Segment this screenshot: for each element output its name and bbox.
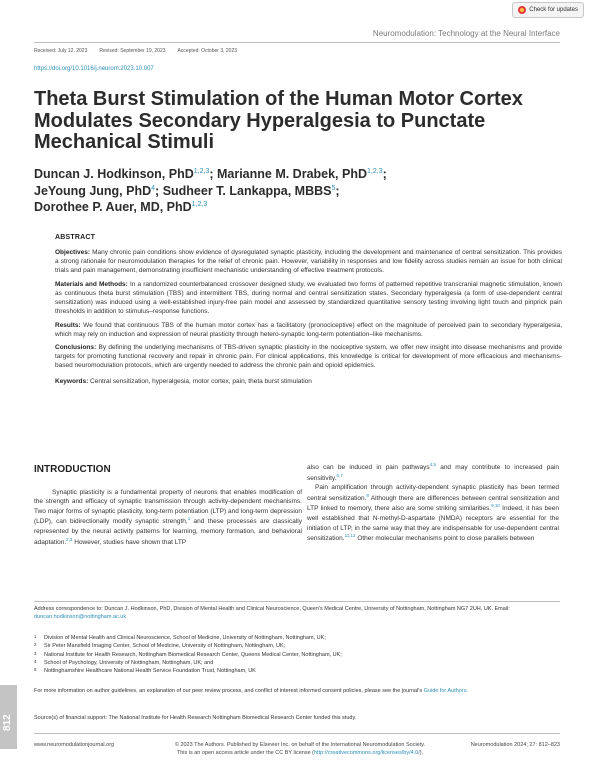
citation-ref[interactable]: 2,3	[66, 536, 73, 542]
abstract-results	[55, 321, 562, 339]
correspondence-text: Address correspondence to: Duncan J. Hodkinson, PhD, Division of Mental Health and Clinical Neuroscience, Queen's Medical Centre, University of Nottingham, Nottingham NG7 2UH, UK. Email:	[34, 606, 510, 612]
intro-text: also can be induced in pain pathways	[307, 464, 430, 472]
license-text: © 2023 The Authors. Published by Elsevier Inc. on behalf of the International Neuromodulation Society. This is an open access article under the CC BY license (	[174, 742, 426, 756]
page-number-tab	[0, 685, 17, 749]
abstract-objectives	[55, 248, 562, 276]
methods-label: Materials and Methods:	[55, 280, 128, 288]
author-affil-ref[interactable]: 1,2,3	[367, 167, 383, 175]
citation-ref[interactable]: 9,10	[491, 503, 500, 509]
intro-text: Indeed, it has been well established that N-methyl-D-aspartate (NMDA) receptors are essential for the initiation of LTP, in the same way that they are indispensable for use-dependent central sensitization.	[307, 505, 559, 543]
affiliation-text: School of Psychology, University of Nottingham, Nottingham, UK; and	[44, 659, 214, 666]
correspondence-note	[34, 606, 562, 622]
affiliation-number: 2	[34, 642, 37, 648]
affiliation-text: National Institute for Health Research, Nottingham Biomedical Research Center, Queens Medical Center, Nottingham, UK;	[44, 651, 342, 658]
intro-text: Synaptic plasticity is a fundamental property of neurons that enables modification of the strength and efficacy of synaptic transmission through activity-dependent mechanisms. Two major forms of synaptic plasticity, long-term potentiation (LTP) and long-term depression (LDP), can bidirectionally modify synaptic strength,	[34, 489, 302, 526]
intro-text: and may contribute to increased pain sensitivity.	[307, 464, 559, 482]
citation-info: Neuromodulation 2024; 27: 812–823	[470, 742, 560, 748]
intro-column-left	[34, 488, 302, 547]
intro-paragraph	[307, 483, 559, 543]
intro-text: However, studies have shown that LTP	[72, 538, 187, 546]
accepted-date: Accepted: October 3, 2023	[177, 48, 238, 54]
affiliation-item	[34, 651, 562, 659]
article-title: Theta Burst Stimulation of the Human Motor Cortex Modulates Secondary Hyperalgesia to Punctate Mechanical Stimuli	[34, 88, 523, 154]
header-divider	[34, 42, 560, 43]
affiliation-item	[34, 642, 562, 650]
citation-ref[interactable]: 11,12	[344, 533, 356, 539]
intro-text: and these processes are classically represented by the neural activity patterns for learning, memory formation, and behavioral adaptation.	[34, 518, 302, 546]
journal-name: Neuromodulation: Technology at the Neural Interface	[372, 29, 560, 38]
citation-ref[interactable]: 4,5	[429, 462, 436, 467]
author-name: JeYoung Jung, PhD	[34, 183, 152, 198]
author-info-note	[34, 688, 562, 696]
intro-text: Pain amplification through activity-dependent synaptic plasticity has been termed central sensitization.	[307, 484, 559, 502]
objectives-text: Many chronic pain conditions show evidence of dysregulated synaptic plasticity, including the development and maintenance of central sensitization. This provides a strong rationale for neuromodulation therapies for the relief of chronic pain. However, variability in responses and low fidelity across studies remain an issue for both clinical trials and pain management, demonstrating insufficient mechanistic understanding of effective treatment protocols.	[55, 249, 563, 275]
citation-ref[interactable]: 6,7	[336, 472, 343, 478]
funding-source: Source(s) of financial support: The National Institute for Health Research Nottingham Biomedical Research Center funded this study.	[34, 715, 357, 721]
affiliation-item	[34, 659, 562, 667]
author-name: Marianne M. Drabek, PhD	[216, 167, 368, 181]
abstract-section	[55, 234, 562, 390]
check-for-updates-badge[interactable]	[512, 2, 584, 18]
correspondence-email-link[interactable]: duncan.hodkinson@nottingham.ac.uk	[34, 613, 127, 620]
affiliation-item	[34, 667, 562, 675]
abstract-methods	[55, 280, 562, 317]
journal-website-link[interactable]: www.neuromodulationjournal.org	[34, 742, 115, 748]
conclusions-label: Conclusions:	[55, 343, 97, 351]
intro-paragraph	[307, 462, 559, 483]
author-name: Duncan J. Hodkinson, PhD	[34, 167, 194, 181]
keywords-label: Keywords:	[55, 377, 89, 385]
objectives-label: Objectives:	[55, 249, 91, 256]
footer-divider	[34, 733, 560, 734]
affiliation-number: 1	[34, 634, 37, 639]
citation-ref[interactable]: 1	[187, 516, 191, 522]
updates-icon	[518, 6, 526, 14]
introduction-heading: INTRODUCTION	[34, 464, 111, 475]
methods-text: In a randomized counterbalanced crossover designed study, we evaluated two forms of patterned repetitive transcranial magnetic stimulation, known as continuous theta burst stimulation (TBS) and intermittent TBS, during normal and central sensitization states. Secondary hyperalgesia (a form of use-dependent central sensitization) was induced using a well-established injury-free pain model and assessed by standardized quantitative sensory testing involving light touch and pinprick pain thresholds in addition to stimulus–response functions.	[55, 280, 562, 316]
conclusions-text: By defining the underlying mechanisms of TBS-driven synaptic plasticity in the nociceptive system, we offer new insight into disease mechanisms and provide targets for promoting functional recovery and repair in chronic pain. For clinical applications, this knowledge is critical for development of more efficacious and mechanisms-based neuromodulation protocols, which are urgently needed to address the chronic pain and opioid epidemics.	[55, 343, 562, 370]
intro-column-right	[307, 462, 559, 544]
keywords-text: Central sensitization, hyperalgesia, motor cortex, pain, theta burst stimulation	[90, 377, 312, 385]
affiliation-text: Nottinghamshire Healthcare National Health Service Foundation Trust, Nottingham, UK	[44, 668, 256, 674]
revised-date: Revised: September 19, 2023	[99, 48, 166, 54]
author-affil-ref[interactable]: 5	[331, 184, 336, 192]
affiliation-text: Sir Peter Mansfield Imaging Center, School of Medicine, University of Nottingham, Nottingham, UK;	[44, 643, 286, 650]
doi-link[interactable]: https://doi.org/10.1016/j.neurom.2023.10.007	[34, 66, 154, 72]
author-info-text: For more information on author guidelines, an explanation of our peer review process, and conflict of interest informed consent policies, please see the journal's	[34, 688, 423, 694]
check-for-updates-label: Check for updates	[529, 7, 578, 13]
results-text: We found that continuous TBS of the human motor cortex has a facilitatory (pronociceptive) effect on the magnitude of perceived pain to secondary hyperalgesia, which may rely on induction and expression of neural plasticity through hetero-synaptic long-term potentiation–like mechanisms.	[55, 321, 563, 338]
license-link[interactable]: http://creativecommons.org/licenses/by/4.0/	[314, 749, 420, 756]
abstract-heading: ABSTRACT	[55, 234, 96, 241]
author-affil-ref[interactable]: 1,2,3	[191, 201, 208, 209]
license-notice	[170, 742, 430, 758]
intro-text: Although there are differences between central sensitization and LTP linked to memory, there also are some striking similarities.	[307, 494, 560, 513]
affiliations-list	[34, 634, 562, 675]
author-name: Dorothee P. Auer, MD, PhD	[34, 200, 192, 215]
author-list: Duncan J. Hodkinson, PhD$^{1,2,3}$; Marianne M. Drabek, PhD$^{1,2,3}$; JeYoung Jung, PhD$^4$; Sudheer T. Lankappa, MBBS$^5$; Dorothee P. Auer, MD, PhD$^{1,2,3}$	[34, 167, 387, 215]
intro-text: Other molecular mechanisms point to close parallels between	[355, 535, 535, 543]
citation-ref[interactable]: 8	[366, 492, 369, 498]
received-date: Received: July 12, 2023	[34, 48, 88, 54]
affiliation-number: 5	[34, 667, 37, 672]
footnote-divider	[34, 601, 560, 602]
license-text-end: ).	[419, 749, 424, 756]
affiliation-number: 4	[34, 658, 37, 664]
author-affil-ref[interactable]: 1,2,3	[193, 167, 210, 175]
affiliation-text: Division of Mental Health and Clinical Neuroscience, School of Medicine, University of Nottingham, Nottingham, UK;	[44, 635, 326, 641]
affiliation-item	[34, 634, 562, 642]
affiliation-number: 3	[34, 650, 37, 656]
author-affil-ref[interactable]: 4	[151, 184, 156, 192]
author-name: Sudheer T. Lankappa, MBBS	[162, 183, 332, 198]
results-label: Results:	[55, 321, 81, 329]
guide-for-authors-link[interactable]: Guide for Authors.	[423, 688, 468, 694]
article-dates	[34, 48, 237, 54]
abstract-conclusions	[55, 343, 562, 371]
abstract-keywords	[55, 377, 562, 386]
page-number: 812	[2, 714, 13, 731]
